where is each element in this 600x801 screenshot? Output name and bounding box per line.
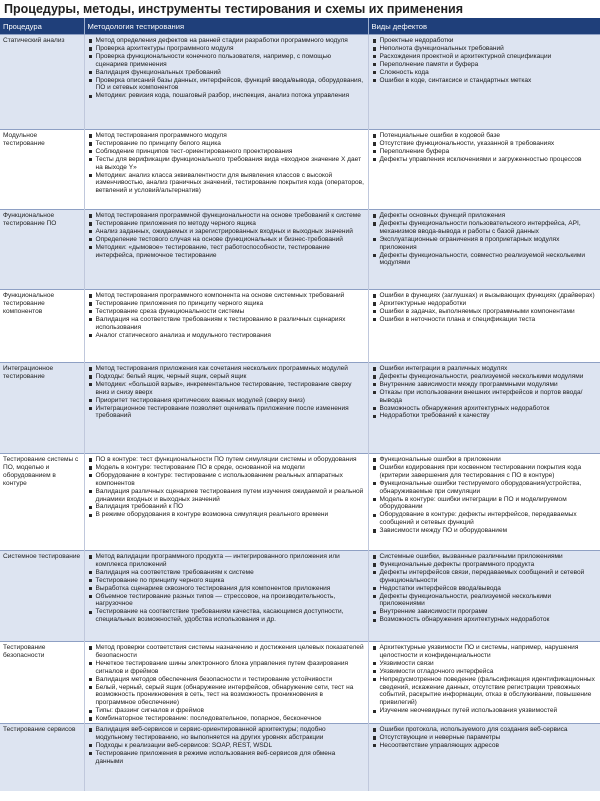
method-item: Проверка функциональности конечного пользователя, например, с помощью сценариев применения [88, 53, 365, 69]
defect-item: Проектные недоработки [372, 37, 597, 45]
table-row [0, 642, 600, 724]
method-item: Анализ заданных, ожидаемых и зарегистрированных входных и выходных значений [88, 228, 365, 236]
method-item: Тестирование по принципу белого ящика [88, 140, 365, 148]
defect-item: Уязвимости отладочного интерфейса [372, 668, 597, 676]
defects-cell [368, 454, 600, 551]
methods-list [88, 644, 365, 723]
procedure-cell: Модульное тестирование [0, 130, 84, 210]
method-item: Аналог статического анализа и модульного тестирования [88, 332, 365, 340]
method-item: Валидация на соответствие требованиям к тестированию в различных сценариях использования [88, 316, 365, 332]
method-item: Методики: «большой взрыв», инкрементальное тестирование, тестирование сверху вниз и снизу вверх [88, 381, 365, 397]
defect-item: Дефекты функциональности, совместно реализуемой несколькими модулями [372, 252, 597, 268]
defects-cell [368, 210, 600, 290]
defects-list [372, 644, 597, 715]
defects-cell [368, 724, 600, 791]
method-item: Подходы к реализации веб-сервисов: SOAP, REST, WSDL [88, 742, 365, 750]
defects-cell [368, 642, 600, 724]
procedure-cell: Тестирование безопасности [0, 642, 84, 724]
defect-item: Ошибки протокола, используемого для создания веб-сервиса [372, 726, 597, 734]
defects-list [372, 726, 597, 750]
table-body [0, 35, 600, 791]
defect-item: Переполнение памяти и буфера [372, 61, 597, 69]
defect-item: Непредусмотренное поведение (фальсификация идентификационных сведений, искажение данных, отсутствие регистрации тревожных событий, раскрытие информации, отказ в обслуживании, повышение привилегий) [372, 676, 597, 708]
defect-item: Дефекты управления исключениями и загруженностью процессов [372, 156, 597, 164]
table-row [0, 130, 600, 210]
defect-item: Ошибки в задачах, выполняемых программными компонентами [372, 308, 597, 316]
methods-list [88, 212, 365, 259]
defect-item: Функциональные ошибки в приложении [372, 456, 597, 464]
method-item: Проверка архитектуры программного модуля [88, 45, 365, 53]
defects-cell [368, 130, 600, 210]
methodology-cell [84, 551, 368, 642]
defect-item: Дефекты функциональности, реализуемой несколькими приложениями [372, 593, 597, 609]
methods-list [88, 132, 365, 195]
method-item: Модель в контуре: тестирование ПО в среде, основанной на модели [88, 464, 365, 472]
procedure-cell: Функциональное тестирование компонентов [0, 290, 84, 363]
defect-item: Недоработки требований к качеству [372, 412, 597, 420]
defect-item: Системные ошибки, вызванные различными приложениями [372, 553, 597, 561]
defects-list [372, 292, 597, 324]
method-item: ПО в контуре: тест функциональности ПО путем симуляции системы и оборудования [88, 456, 365, 464]
defect-item: Несоответствие управляющих адресов [372, 742, 597, 750]
defect-item: Уязвимости связи [372, 660, 597, 668]
table-row [0, 210, 600, 290]
methodology-cell [84, 35, 368, 130]
method-item: Метод тестирования программного компонента на основе системных требований [88, 292, 365, 300]
method-item: Тестирование по принципу черного ящика [88, 577, 365, 585]
method-item: Объемное тестирование разных типов — стрессовое, на производительность, нагрузочное [88, 593, 365, 609]
method-item: Метод валидации программного продукта — интегрированного приложения или комплекса приложений [88, 553, 365, 569]
defects-list [372, 365, 597, 420]
methods-list [88, 726, 365, 766]
defect-item: Сложность кода [372, 69, 597, 77]
method-item: Метод тестирования программной функциональности на основе требований к системе [88, 212, 365, 220]
defects-cell [368, 363, 600, 454]
methodology-cell [84, 290, 368, 363]
method-item: Тестирование приложения по методу черного ящика [88, 220, 365, 228]
method-item: Валидация различных сценариев тестирования путем изучения ожидаемой и реальной динамики входных и выходных значений [88, 488, 365, 504]
defect-item: Архитектурные недоработки [372, 300, 597, 308]
method-item: Метод определения дефектов на ранней стадии разработки программного модуля [88, 37, 365, 45]
method-item: Валидация на соответствие требованиям к системе [88, 569, 365, 577]
method-item: Комбинаторное тестирование: последовательное, попарное, бесконечное [88, 715, 365, 723]
table-row [0, 290, 600, 363]
methodology-cell [84, 363, 368, 454]
defect-item: Ошибки в функциях (заглушках) и вызывающих функциях (драйверах) [372, 292, 597, 300]
method-item: Тестирование среза функциональности системы [88, 308, 365, 316]
defect-item: Изучение неочевидных путей использования уязвимостей [372, 707, 597, 715]
table-row [0, 551, 600, 642]
methods-list [88, 37, 365, 100]
defect-item: Отсутствующие и неверные параметры [372, 734, 597, 742]
methods-list [88, 292, 365, 339]
header-procedure: Процедура [0, 18, 84, 35]
defects-list [372, 37, 597, 84]
method-item: Методики: анализ класса эквивалентности для выявления классов с высокой изменчивостью, анализ граничных значений, тестирование покрытия кода (операторов, ветвлений и условий/альтернатив) [88, 172, 365, 196]
defect-item: Внутренние зависимости между программными модулями [372, 381, 597, 389]
methodology-cell [84, 210, 368, 290]
defect-item: Функциональные дефекты программного продукта [372, 561, 597, 569]
defect-item: Дефекты интерфейсов связи, передаваемых сообщений и сетевой функциональности [372, 569, 597, 585]
method-item: Оборудование в контуре: тестирование с использованием реальных аппаратных компонентов [88, 472, 365, 488]
table-row [0, 724, 600, 791]
method-item: Определение тестового случая на основе функциональных и бизнес-требований [88, 236, 365, 244]
defect-item: Отсутствие функциональности, указанной в требованиях [372, 140, 597, 148]
defect-item: Недостатки интерфейсов ввода/вывода [372, 585, 597, 593]
defects-cell [368, 290, 600, 363]
defect-item: Дефекты основных функций приложения [372, 212, 597, 220]
defect-item: Дефекты функциональности пользовательского интерфейса, API, механизмов ввода-вывода и работы с базой данных [372, 220, 597, 236]
method-item: Соблюдение принципов тест-ориентированного проектирования [88, 148, 365, 156]
methodology-cell [84, 724, 368, 791]
defect-item: Неполнота функциональных требований [372, 45, 597, 53]
defect-item: Расхождения проектной и архитектурной спецификации [372, 53, 597, 61]
procedure-cell: Системное тестирование [0, 551, 84, 642]
defects-list [372, 456, 597, 535]
procedure-cell: Интеграционное тестирование [0, 363, 84, 454]
method-item: Метод тестирования программного модуля [88, 132, 365, 140]
method-item: Тесты для верификации функционального требования вида «входное значение X дает на выходе Y» [88, 156, 365, 172]
defect-item: Зависимости между ПО и оборудованием [372, 527, 597, 535]
method-item: Тестирование на соответствие требованиям качества, касающимся доступности, специальных возможностей, удобства использования и др. [88, 608, 365, 624]
methodology-cell [84, 454, 368, 551]
defect-item: Дефекты функциональности, реализуемой несколькими модулями [372, 373, 597, 381]
method-item: Нечеткое тестирование шины электронного блока управления путем фазирования сигналов и фреймов [88, 660, 365, 676]
method-item: Тестирование приложения в режиме использования веб-сервисов для обмена данными [88, 750, 365, 766]
method-item: Методики: «дымовое» тестирование, тест работоспособности, тестирование интерфейса, приемочное тестирование [88, 244, 365, 260]
method-item: Интеграционное тестирование позволяет оценивать приложение после изменения требований [88, 405, 365, 421]
defect-item: Потенциальные ошибки в кодовой базе [372, 132, 597, 140]
method-item: Белый, черный, серый ящик (обнаружение интерфейсов, обнаружение сети, тест на возможность проникновения в сеть, тест на возможность проникновения в программное обеспечение) [88, 684, 365, 708]
method-item: Метод тестирования приложения как сочетания нескольких программных модулей [88, 365, 365, 373]
defects-cell [368, 35, 600, 130]
defects-cell [368, 551, 600, 642]
defects-list [372, 132, 597, 164]
method-item: Валидация методов обеспечения безопасности и тестирование устойчивости [88, 676, 365, 684]
methodology-cell [84, 130, 368, 210]
method-item: Методики: ревизия кода, пошаговый разбор, инспекция, анализ потока управления [88, 92, 365, 100]
defect-item: Возможность обнаружения архитектурных недоработок [372, 616, 597, 624]
defect-item: Архитектурные уязвимости ПО и системы, например, нарушения целостности и конфиденциальности [372, 644, 597, 660]
method-item: Подходы: белый ящик, черный ящик, серый ящик [88, 373, 365, 381]
procedure-cell: Функциональное тестирование ПО [0, 210, 84, 290]
method-item: Валидация веб-сервисов и сервис-ориентированной архитектуры; подобно модульному тестированию, но выполняется на других уровнях абстракции [88, 726, 365, 742]
table-row [0, 454, 600, 551]
methods-list [88, 456, 365, 519]
method-item: Тестирование приложения по принципу черного ящика [88, 300, 365, 308]
defect-item: Эксплуатационные ограничения в проприетарных модулях приложения [372, 236, 597, 252]
method-item: Приоритет тестирования критических важных модулей (сверху вниз) [88, 397, 365, 405]
defect-item: Оборудование в контуре: дефекты интерфейсов, передаваемых сообщений и сетевых функций [372, 511, 597, 527]
method-item: Типы: фаззинг сигналов и фреймов [88, 707, 365, 715]
header-methodology: Методология тестирования [84, 18, 368, 35]
procedure-cell: Тестирование сервисов [0, 724, 84, 791]
page-title: Процедуры, методы, инструменты тестирования и схемы их применения [4, 2, 464, 16]
defect-item: Ошибки интеграции в различных модулях [372, 365, 597, 373]
defect-item: Ошибки в коде, синтаксисе и стандартных метках [372, 77, 597, 85]
method-item: Валидация функциональных требований [88, 69, 365, 77]
defect-item: Отказы при использовании внешних интерфейсов и портов ввода/вывода [372, 389, 597, 405]
defect-item: Ошибки в неточности плана и спецификации теста [372, 316, 597, 324]
methods-list [88, 553, 365, 624]
method-item: Валидация требований к ПО [88, 503, 365, 511]
methodology-cell [84, 642, 368, 724]
defect-item: Внутренние зависимости программ [372, 608, 597, 616]
procedure-cell: Статический анализ [0, 35, 84, 130]
table-header-row [0, 18, 600, 35]
defects-list [372, 553, 597, 624]
table-row [0, 363, 600, 454]
defect-item: Функциональные ошибки тестируемого оборудования/устройства, обнаруживаемые при симуляции [372, 480, 597, 496]
header-defects: Виды дефектов [368, 18, 600, 35]
table-row [0, 35, 600, 130]
method-item: В режиме оборудования в контуре возможна симуляция реального времени [88, 511, 365, 519]
method-item: Проверка описаний базы данных, интерфейсов, функций ввода/вывода, оборудования, ПО и сетевых компонентов [88, 77, 365, 93]
method-item: Выработка сценариев сквозного тестирования для компонентов приложения [88, 585, 365, 593]
methods-list [88, 365, 365, 420]
testing-procedures-table [0, 18, 600, 791]
procedure-cell: Тестирование системы с ПО, моделью и оборудованием в контуре [0, 454, 84, 551]
defect-item: Переполнение буфера [372, 148, 597, 156]
defects-list [372, 212, 597, 267]
defect-item: Модель в контуре: ошибки интеграции в ПО и моделируемом оборудовании [372, 496, 597, 512]
defect-item: Возможность обнаружения архитектурных недоработок [372, 405, 597, 413]
method-item: Метод проверки соответствия системы назначению и достижения целевых показателей безопасности [88, 644, 365, 660]
defect-item: Ошибки кодирования при косвенном тестировании покрытия кода (критерии завершения для тестирования с ПО в контуре) [372, 464, 597, 480]
